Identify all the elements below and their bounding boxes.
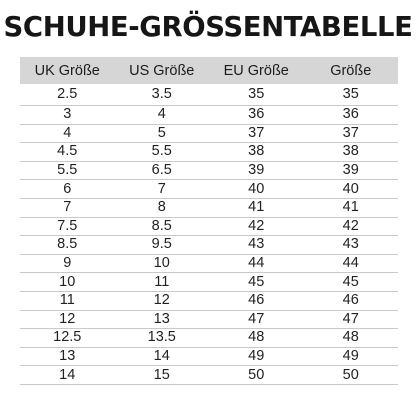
size-cell: 37 [304, 124, 399, 143]
size-cell: 35 [304, 84, 399, 106]
us-size-cell: 13.5 [115, 329, 210, 348]
uk-size-cell: 14 [20, 366, 115, 385]
eu-size-cell: 41 [209, 198, 304, 217]
eu-size-cell: 50 [209, 366, 304, 385]
table-row [20, 198, 398, 217]
us-size-cell: 8 [115, 198, 210, 217]
uk-size-cell: 13 [20, 347, 115, 366]
table-body [20, 84, 398, 384]
uk-size-cell: 10 [20, 273, 115, 292]
uk-size-cell: 6 [20, 180, 115, 199]
size-cell: 38 [304, 143, 399, 162]
us-size-cell: 14 [115, 347, 210, 366]
table-row [20, 180, 398, 199]
uk-size-cell: 9 [20, 254, 115, 273]
eu-size-cell: 43 [209, 236, 304, 255]
size-cell: 50 [304, 366, 399, 385]
uk-size-cell: 7 [20, 198, 115, 217]
eu-size-cell: 39 [209, 161, 304, 180]
table-row [20, 291, 398, 310]
us-size-cell: 15 [115, 366, 210, 385]
size-table [20, 57, 398, 385]
uk-size-cell: 12.5 [20, 329, 115, 348]
size-cell: 42 [304, 217, 399, 236]
page-title: SCHUHE-GRÖSSENTABELLE [3, 11, 413, 43]
uk-size-cell: 7.5 [20, 217, 115, 236]
uk-size-cell: 4.5 [20, 143, 115, 162]
header-uk-size: UK Größe [20, 57, 115, 84]
header-us-size: US Größe [115, 57, 210, 84]
size-cell: 41 [304, 198, 399, 217]
size-cell: 39 [304, 161, 399, 180]
table-row [20, 143, 398, 162]
eu-size-cell: 44 [209, 254, 304, 273]
us-size-cell: 9.5 [115, 236, 210, 255]
table-row [20, 161, 398, 180]
size-cell: 45 [304, 273, 399, 292]
table-row [20, 236, 398, 255]
us-size-cell: 8.5 [115, 217, 210, 236]
eu-size-cell: 46 [209, 291, 304, 310]
table-row [20, 124, 398, 143]
us-size-cell: 5 [115, 124, 210, 143]
size-cell: 48 [304, 329, 399, 348]
size-cell: 44 [304, 254, 399, 273]
us-size-cell: 12 [115, 291, 210, 310]
size-cell: 40 [304, 180, 399, 199]
uk-size-cell: 2.5 [20, 84, 115, 106]
eu-size-cell: 45 [209, 273, 304, 292]
table-row [20, 310, 398, 329]
uk-size-cell: 12 [20, 310, 115, 329]
us-size-cell: 10 [115, 254, 210, 273]
table-row [20, 84, 398, 106]
us-size-cell: 11 [115, 273, 210, 292]
us-size-cell: 3.5 [115, 84, 210, 106]
eu-size-cell: 48 [209, 329, 304, 348]
table-row [20, 254, 398, 273]
us-size-cell: 13 [115, 310, 210, 329]
table-row [20, 273, 398, 292]
eu-size-cell: 38 [209, 143, 304, 162]
uk-size-cell: 5.5 [20, 161, 115, 180]
table-row [20, 106, 398, 125]
eu-size-cell: 35 [209, 84, 304, 106]
table-header-row [20, 57, 398, 84]
header-size: Größe [304, 57, 399, 84]
size-cell: 49 [304, 347, 399, 366]
size-cell: 47 [304, 310, 399, 329]
table-row [20, 347, 398, 366]
header-eu-size: EU Größe [209, 57, 304, 84]
uk-size-cell: 4 [20, 124, 115, 143]
size-cell: 43 [304, 236, 399, 255]
us-size-cell: 5.5 [115, 143, 210, 162]
uk-size-cell: 8.5 [20, 236, 115, 255]
table-row [20, 366, 398, 385]
size-cell: 36 [304, 106, 399, 125]
uk-size-cell: 3 [20, 106, 115, 125]
table-row [20, 329, 398, 348]
eu-size-cell: 49 [209, 347, 304, 366]
us-size-cell: 7 [115, 180, 210, 199]
table-row [20, 217, 398, 236]
uk-size-cell: 11 [20, 291, 115, 310]
eu-size-cell: 36 [209, 106, 304, 125]
size-cell: 46 [304, 291, 399, 310]
us-size-cell: 6.5 [115, 161, 210, 180]
eu-size-cell: 40 [209, 180, 304, 199]
eu-size-cell: 47 [209, 310, 304, 329]
us-size-cell: 4 [115, 106, 210, 125]
eu-size-cell: 37 [209, 124, 304, 143]
eu-size-cell: 42 [209, 217, 304, 236]
